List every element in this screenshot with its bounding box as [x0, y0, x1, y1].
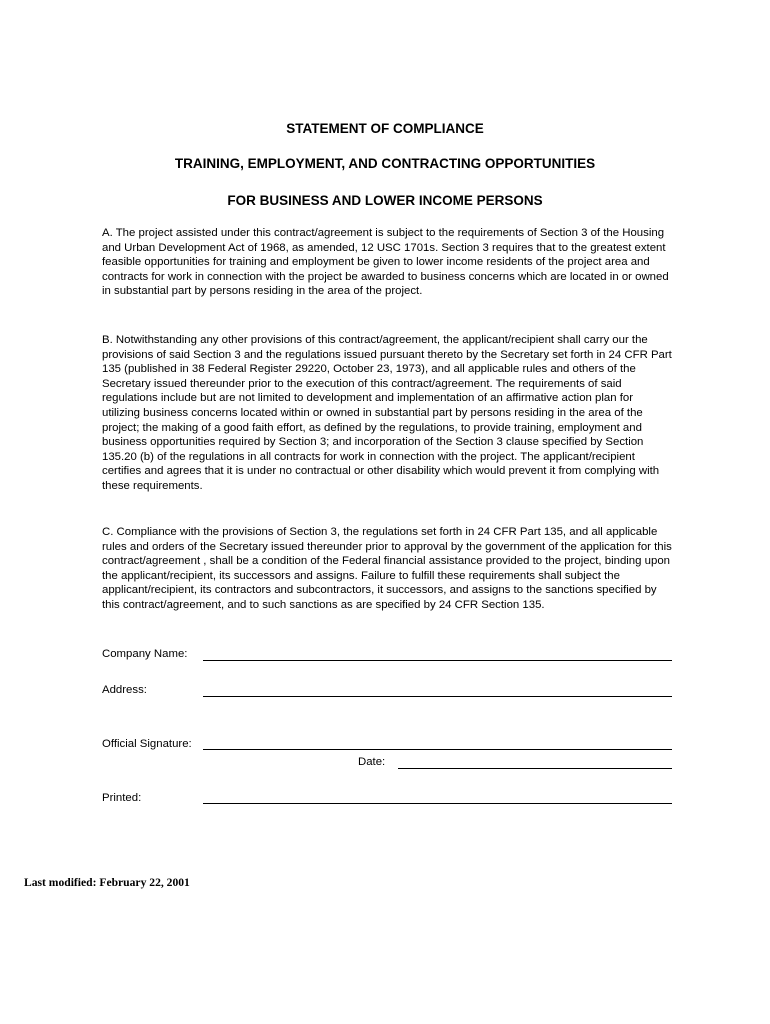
- date-field[interactable]: [398, 768, 672, 769]
- official-signature-field[interactable]: [203, 749, 672, 750]
- document-subtitle-2: FOR BUSINESS AND LOWER INCOME PERSONS: [227, 193, 543, 208]
- printed-name-field[interactable]: [203, 803, 672, 804]
- paragraph-b: B. Notwithstanding any other provisions of this contract/agreement, the applicant/recipient shall carry our the provisions of said Section 3 and the regulations issued pursuant thereto by the Secretary set forth in 24 CFR Part 135 (published in 38 Federal Register 29220, October 23, 1973), and all applicable rules and others of the Secretary issued thereunder prior to the execution of this contract/agreement. The requirements of said regulations include but are not limited to development and implementation of an affirmative action plan for utilizing business concerns located within or owned in substantial part by persons residing in the area of the project; the making of a good faith effort, as defined by the regulations, to provide training, employment and business opportunities required by Section 3; and incorporation of the Section 3 clause specified by Section 135.20 (b) of the regulations in all contracts for work in connection with the project. The applicant/recipient certifies and agrees that it is under no contractual or other disability which would prevent it from complying with these requirements.: [102, 334, 672, 492]
- paragraph-c: C. Compliance with the provisions of Section 3, the regulations set forth in 24 CFR Part 135, and all applicable rules and orders of the Secretary issued thereunder prior to approval by the government of the application for this contract/agreement , shall be a condition of the Federal financial assistance provided to the project, binding upon the applicant/recipient, its successors and assigns. Failure to fulfill these requirements shall subject the applicant/recipient, its contractors and subcontractors, it successors, and assigns to the sanctions specified by this contract/agreement, and to such sanctions as are specified by 24 CFR Section 135.: [102, 526, 672, 611]
- address-field[interactable]: [203, 696, 672, 697]
- last-modified: Last modified: February 22, 2001: [24, 876, 190, 889]
- paragraph-a: A. The project assisted under this contract/agreement is subject to the requirements of Section 3 of the Housing and Urban Development Act of 1968, as amended, 12 USC 1701s. Section 3 requires that to the greatest extent feasible opportunities for training and employment be given to lower income residents of the project area and contracts for work in connection with the project be awarded to business concerns which are located in or owned in substantial part by persons residing in the area of the project.: [102, 227, 669, 298]
- official-signature-label: Official Signature:: [102, 738, 192, 750]
- date-label: Date:: [358, 756, 386, 768]
- document-title: STATEMENT OF COMPLIANCE: [286, 121, 484, 136]
- address-label: Address:: [102, 684, 147, 696]
- document-subtitle: TRAINING, EMPLOYMENT, AND CONTRACTING OPPORTUNITIES: [174, 156, 596, 171]
- company-name-field[interactable]: [203, 660, 672, 661]
- printed-label: Printed:: [102, 792, 142, 804]
- company-name-label: Company Name:: [102, 648, 188, 660]
